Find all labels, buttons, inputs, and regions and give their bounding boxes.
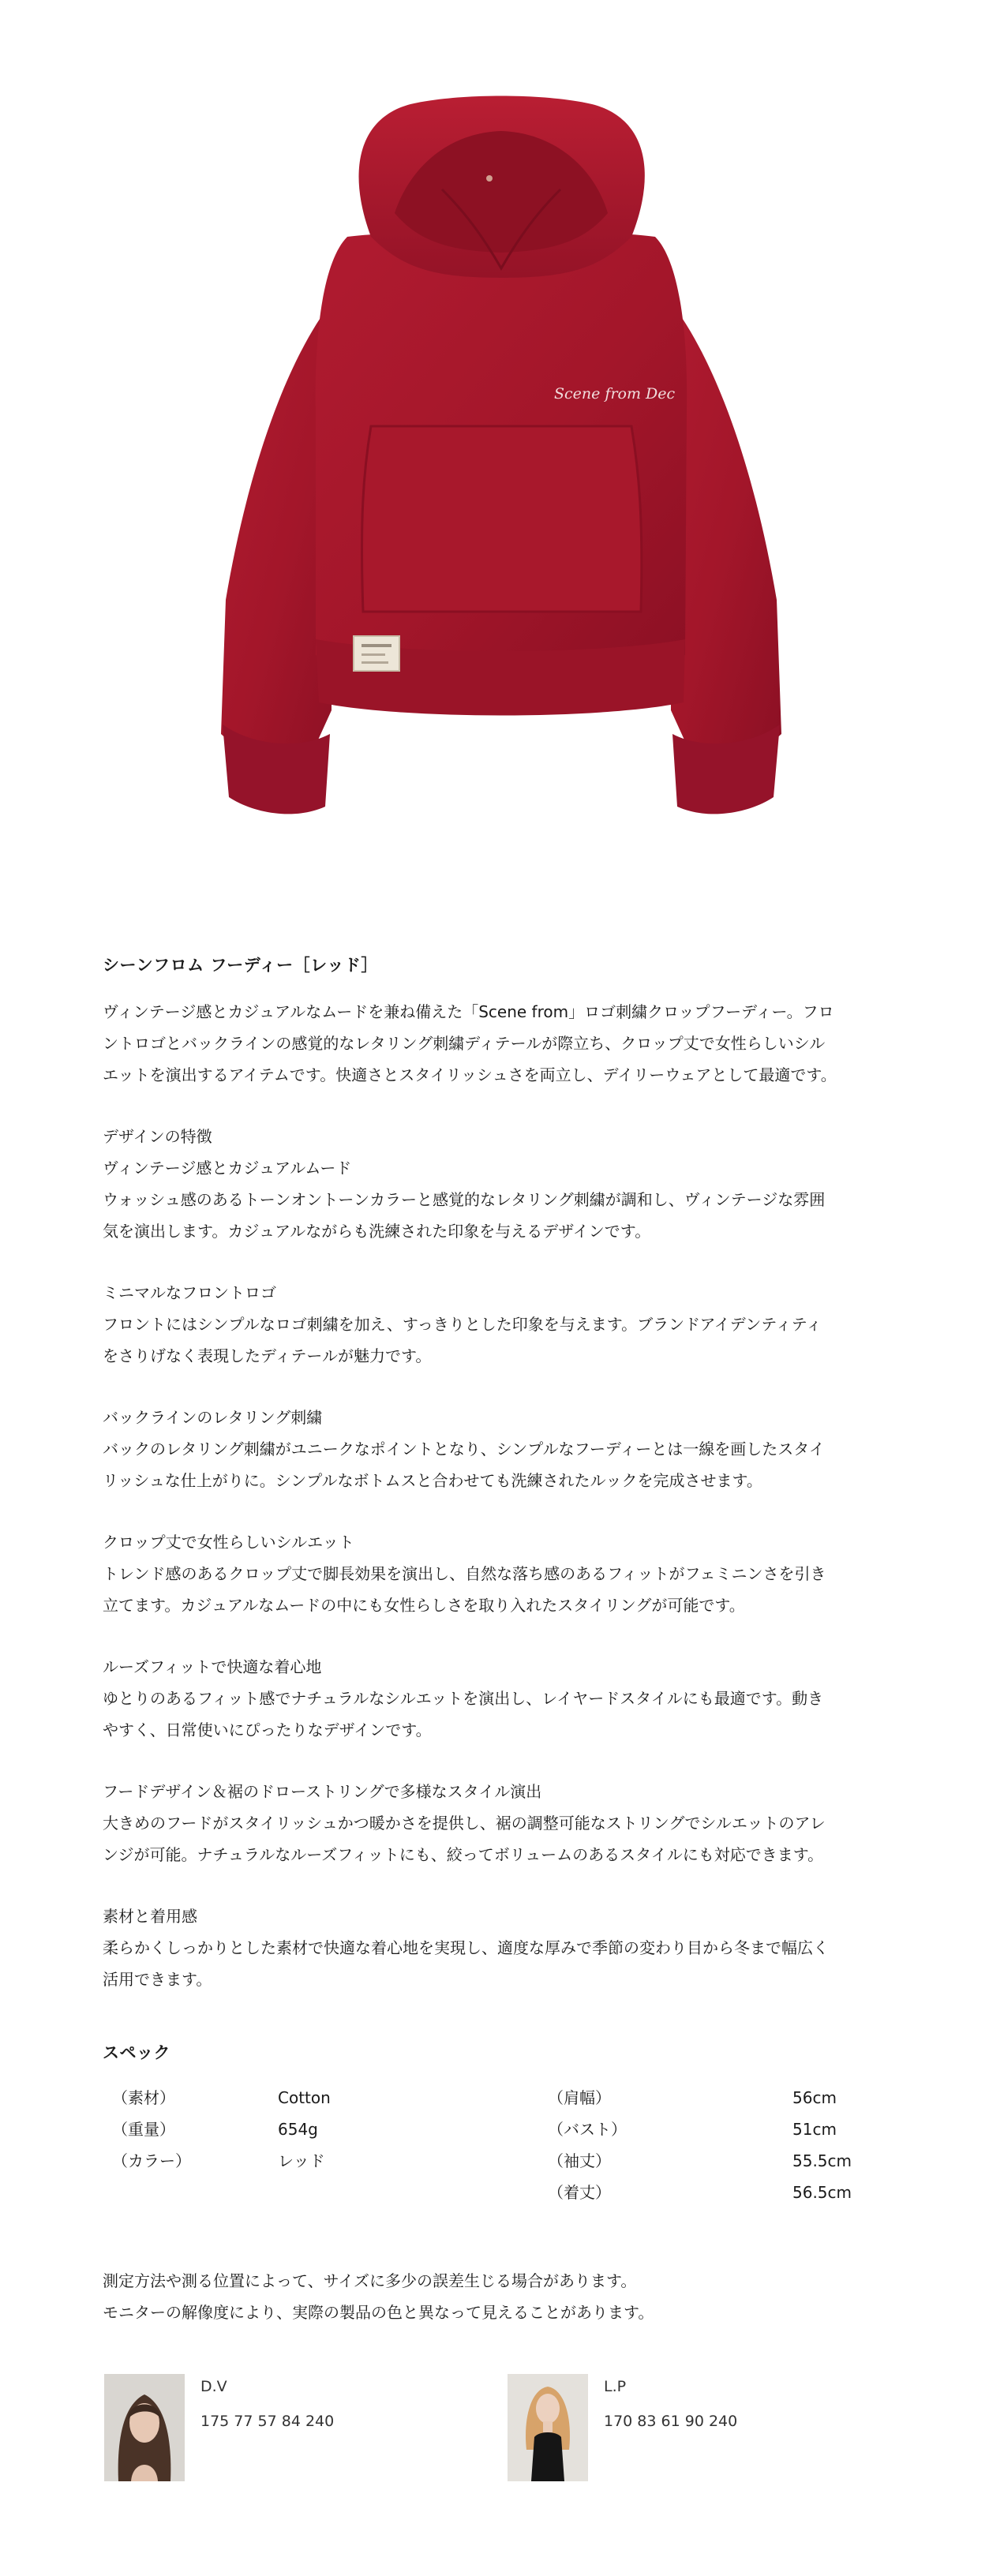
kangaroo-pocket [362,426,641,612]
product-image [0,0,1004,884]
feature-line: をさりげなく表現したディテールが魅力です。 [103,1346,432,1365]
measure-label: （肩幅） [548,2088,611,2107]
model-card [103,2374,434,2484]
feature-section [103,1526,916,1621]
feature-line: バックのレタリング刺繍がユニークなポイントとなり、シンプルなフーディーとは一線を画したスタイ [103,1440,825,1458]
spec-title: スペック [103,2043,170,2062]
intro-line: エットを演出するアイテムです。快適さとスタイリッシュさを両立し、デイリーウェアとして最適です。 [103,1065,837,1084]
measure-label: （袖丈） [548,2151,611,2170]
spec-label: （カラー） [112,2151,191,2170]
measure-value: 56.5cm [792,2183,852,2202]
spec-row [103,2114,916,2145]
feature-line: リッシュな仕上がりに。シンプルなボトムスと合わせても洗練されたルックを完成させます。 [103,1471,762,1490]
feature-heading: クロップ丈で女性らしいシルエット [103,1533,354,1552]
model-info [103,2374,916,2484]
feature-line: やすく、日常使いにぴったりなデザインです。 [103,1720,432,1739]
product-title: シーンフロム フーディー［レッド］ [103,956,378,975]
measure-label: （バスト） [548,2120,627,2139]
feature-heading: ルーズフィットで快適な着心地 [103,1657,322,1676]
feature-line: ウォッシュ感のあるトーンオントーンカラーと感覚的なレタリング刺繍が調和し、ヴィンテージな雰囲 [103,1190,826,1209]
feature-section [103,1277,916,1372]
feature-heading: デザインの特徴 [103,1127,212,1146]
measurement-notes [103,2265,916,2328]
measure-value: 56cm [792,2088,837,2107]
hoodie-illustration [0,0,1004,884]
front-logo-embroidery: Scene from Dec [554,385,676,402]
intro-line: ントロゴとバックラインの感覚的なレタリング刺繍ディテールが際立ち、クロップ丈で女性らしいシル [103,1034,826,1053]
model-name: L.P [604,2378,627,2395]
feature-heading: フードデザイン＆裾のドローストリングで多様なスタイル演出 [103,1782,542,1801]
feature-heading: バックラインのレタリング刺繍 [103,1408,323,1427]
feature-section [103,1651,916,1746]
spec-value: レッド [278,2151,325,2170]
note-line: モニターの解像度により、実際の製品の色と異なって見えることがあります。 [103,2303,654,2322]
model-name: D.V [200,2378,227,2395]
feature-line: ンジが可能。ナチュラルなルーズフィットにも、絞ってボリュームのあるスタイルにも対応できます。 [103,1845,824,1864]
feature-section [103,1900,916,1995]
model-sizes: 170 83 61 90 240 [604,2413,738,2430]
intro-text [103,996,916,1091]
feature-line: 柔らかくしっかりとした素材で快適な着心地を実現し、適度な厚みで季節の変わり目から冬まで幅広く [103,1938,829,1957]
feature-heading: ミニマルなフロントロゴ [103,1283,276,1302]
feature-section [103,1121,916,1247]
model-photo [508,2374,588,2481]
note-line: 測定方法や測る位置によって、サイズに多少の誤差生じる場合があります。 [103,2271,637,2290]
product-description [103,953,916,2484]
feature-section [103,1402,916,1496]
feature-section [103,1776,916,1870]
spec-section [103,2041,916,2208]
intro-line: ヴィンテージ感とカジュアルなムードを兼ね備えた「Scene from」ロゴ刺繍クロップフーディー。フロ [103,1002,834,1021]
spec-label: （素材） [112,2088,175,2107]
feature-line: ゆとりのあるフィット感でナチュラルなシルエットを演出し、レイヤードスタイルにも最適です。動き [103,1689,824,1708]
spec-table [103,2082,916,2208]
feature-heading: 素材と着用感 [103,1907,197,1926]
feature-line: トレンド感のあるクロップ丈で脚長効果を演出し、自然な落ち感のあるフィットがフェミニンさを引き [103,1564,826,1583]
feature-line: 大きめのフードがスタイリッシュかつ暖かさを提供し、裾の調整可能なストリングでシルエットのアレ [103,1814,826,1833]
model-card [506,2374,837,2484]
spec-value: 654g [278,2120,318,2139]
feature-line: 気を演出します。カジュアルながらも洗練された印象を与えるデザインです。 [103,1222,651,1241]
measure-label: （着丈） [548,2183,611,2202]
spec-label: （重量） [112,2120,175,2139]
feature-line: 立てます。カジュアルなムードの中にも女性らしさを取り入れたスタイリングが可能です。 [103,1596,745,1615]
spec-row [103,2177,916,2208]
spec-row [103,2082,916,2114]
feature-line: 活用できます。 [103,1970,212,1989]
feature-line: フロントにはシンプルなロゴ刺繍を加え、すっきりとした印象を与えます。ブランドアイデンティティ [103,1315,822,1334]
model-sizes: 175 77 57 84 240 [200,2413,335,2430]
model-photo [104,2374,185,2481]
spec-row [103,2145,916,2177]
measure-value: 51cm [792,2120,837,2139]
spec-value: Cotton [278,2088,331,2107]
measure-value: 55.5cm [792,2151,852,2170]
feature-subheading: ヴィンテージ感とカジュアルムード [103,1159,352,1178]
